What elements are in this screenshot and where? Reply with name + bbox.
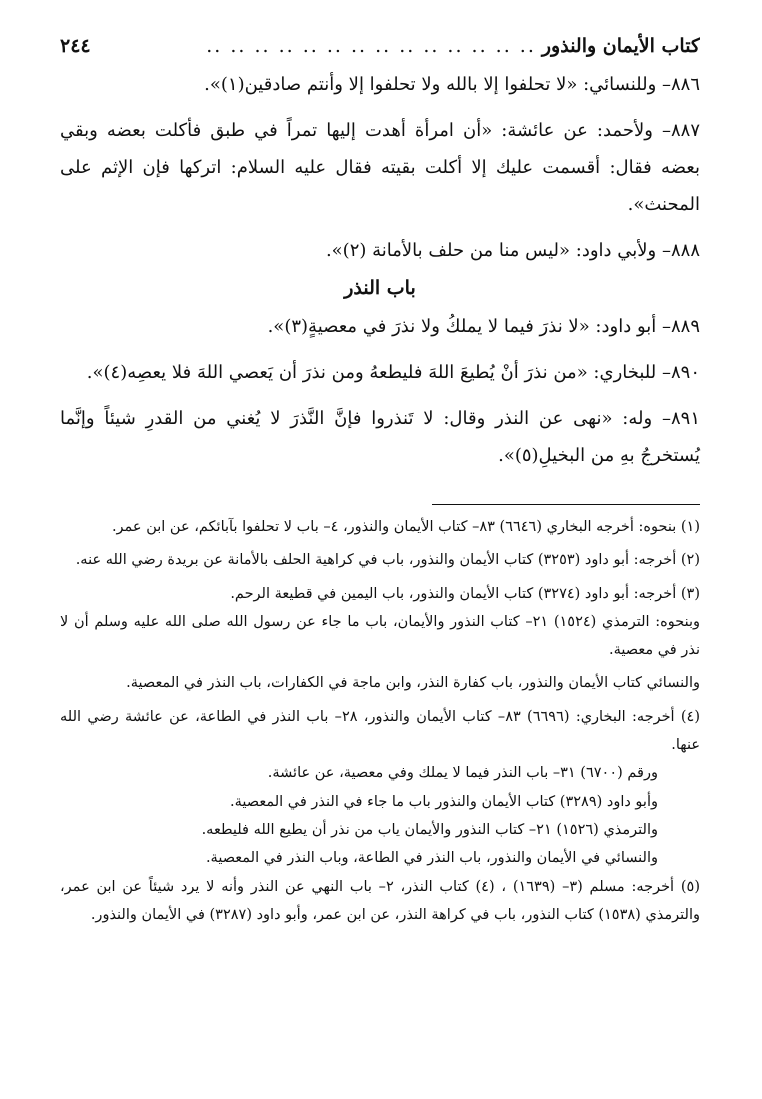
hadith-890: ٨٩٠– للبخاري: «من نذرَ أنْ يُطيعَ اللهَ فليطعهُ ومن نذرَ أن يَعصي اللهَ فلا يعصِه(٤)». xyxy=(86,362,700,383)
page-number: ٢٤٤ xyxy=(60,35,91,57)
footnote-5: (٥) أخرجه: مسلم (٣– (١٦٣٩) ، (٤) كتاب النذر، ٢– باب النهي عن النذر وأنه لا يرد شيئاً عن ابن عمر، والترمذي (١٥٣٨) كتاب النذور، باب في كراهة النذر، عن ابن عمر، وأبو داود (٣٢٨٧) في الأيمان والنذور. xyxy=(60,878,700,923)
footnote-4: (٤) أخرجه: البخاري: (٦٦٩٦) ٨٣– كتاب الأيمان والنذور، ٢٨– باب النذر في الطاعة، عن عائشة رضي الله عنها. xyxy=(60,708,700,754)
book-page xyxy=(60,26,700,929)
running-header xyxy=(60,26,700,66)
chapter-title: كتاب الأيمان والنذور xyxy=(541,35,700,57)
footnote-3: (٣) أخرجه: أبو داود (٣٢٧٤) كتاب الأيمان والنذور، باب اليمين في قطيعة الرحم. xyxy=(230,585,700,602)
footnote-3-nasai: والنسائي كتاب الأيمان والنذور، باب كفارة النذر، وابن ماجة في الكفارات، باب النذر في المعصية. xyxy=(126,675,700,692)
footnote-1: (١) بنحوه: أخرجه البخاري (٦٦٤٦) ٨٣– كتاب الأيمان والنذور، ٤– باب لا تحلفوا بآبائكم، عن ابن عمر. xyxy=(111,519,700,535)
footnotes xyxy=(60,513,700,929)
footnote-4-item: وأبو داود (٣٢٨٩) كتاب الأيمان والنذور باب ما جاء في النذر في المعصية. xyxy=(230,793,658,810)
hadith-887: ٨٨٧– ولأحمد: عن عائشة: «أن امرأة أهدت إليها تمراً في طبق فأكلت بعضه وبقي بعضه فقال: أقسمت عليك إلا أكلت بقيته فقال عليه السلام: اتركها فإن الإثم على المحنث». xyxy=(60,120,700,215)
hadith-886: ٨٨٦– وللنسائي: «لا تحلفوا إلا بالله ولا تحلفوا إلا وأنتم صادقين(١)». xyxy=(204,74,700,95)
hadith-891: ٨٩١– وله: «نهى عن النذر وقال: لا تَنذروا فإنَّ النَّذرَ لا يُغني من القدرِ شيئاً وإنَّما يُستخرجُ بهِ من البخيلِ(٥)». xyxy=(60,408,700,466)
footnote-4-item: ورقم (٦٧٠٠) ٣١– باب النذر فيما لا يملك وفي معصية، عن عائشة. xyxy=(267,765,658,782)
footnote-3-continued: وبنحوه: الترمذي (١٥٢٤) ٢١– كتاب النذور والأيمان، باب ما جاء عن رسول الله صلى الله عليه وسلم أن لا نذر في معصية. xyxy=(60,613,701,659)
leader-dots: .. .. .. .. .. .. .. .. .. .. .. .. .. .. xyxy=(206,35,536,57)
section-heading: باب النذر xyxy=(344,277,416,299)
footnote-divider xyxy=(432,504,700,505)
footnote-4-item: والترمذي (١٥٢٦) ٢١– كتاب النذور والأيمان ياب من نذر أن يطيع الله فليطعه. xyxy=(201,821,658,838)
footnote-2: (٢) أخرجه: أبو داود (٣٢٥٣) كتاب الأيمان والنذور، باب في كراهية الحلف بالأمانة عن بريدة رضي الله عنه. xyxy=(75,552,700,569)
footnote-4-item: والنسائي في الأيمان والنذور، باب النذر في الطاعة، وباب النذر في المعصية. xyxy=(205,850,658,867)
hadith-889: ٨٨٩– أبو داود: «لا نذرَ فيما لا يملكُ ولا نذرَ في معصيةٍ(٣)». xyxy=(267,316,700,337)
hadith-888: ٨٨٨– ولأبي داود: «ليس منا من حلف بالأمانة (٢)». xyxy=(325,240,700,261)
main-text xyxy=(60,66,700,474)
